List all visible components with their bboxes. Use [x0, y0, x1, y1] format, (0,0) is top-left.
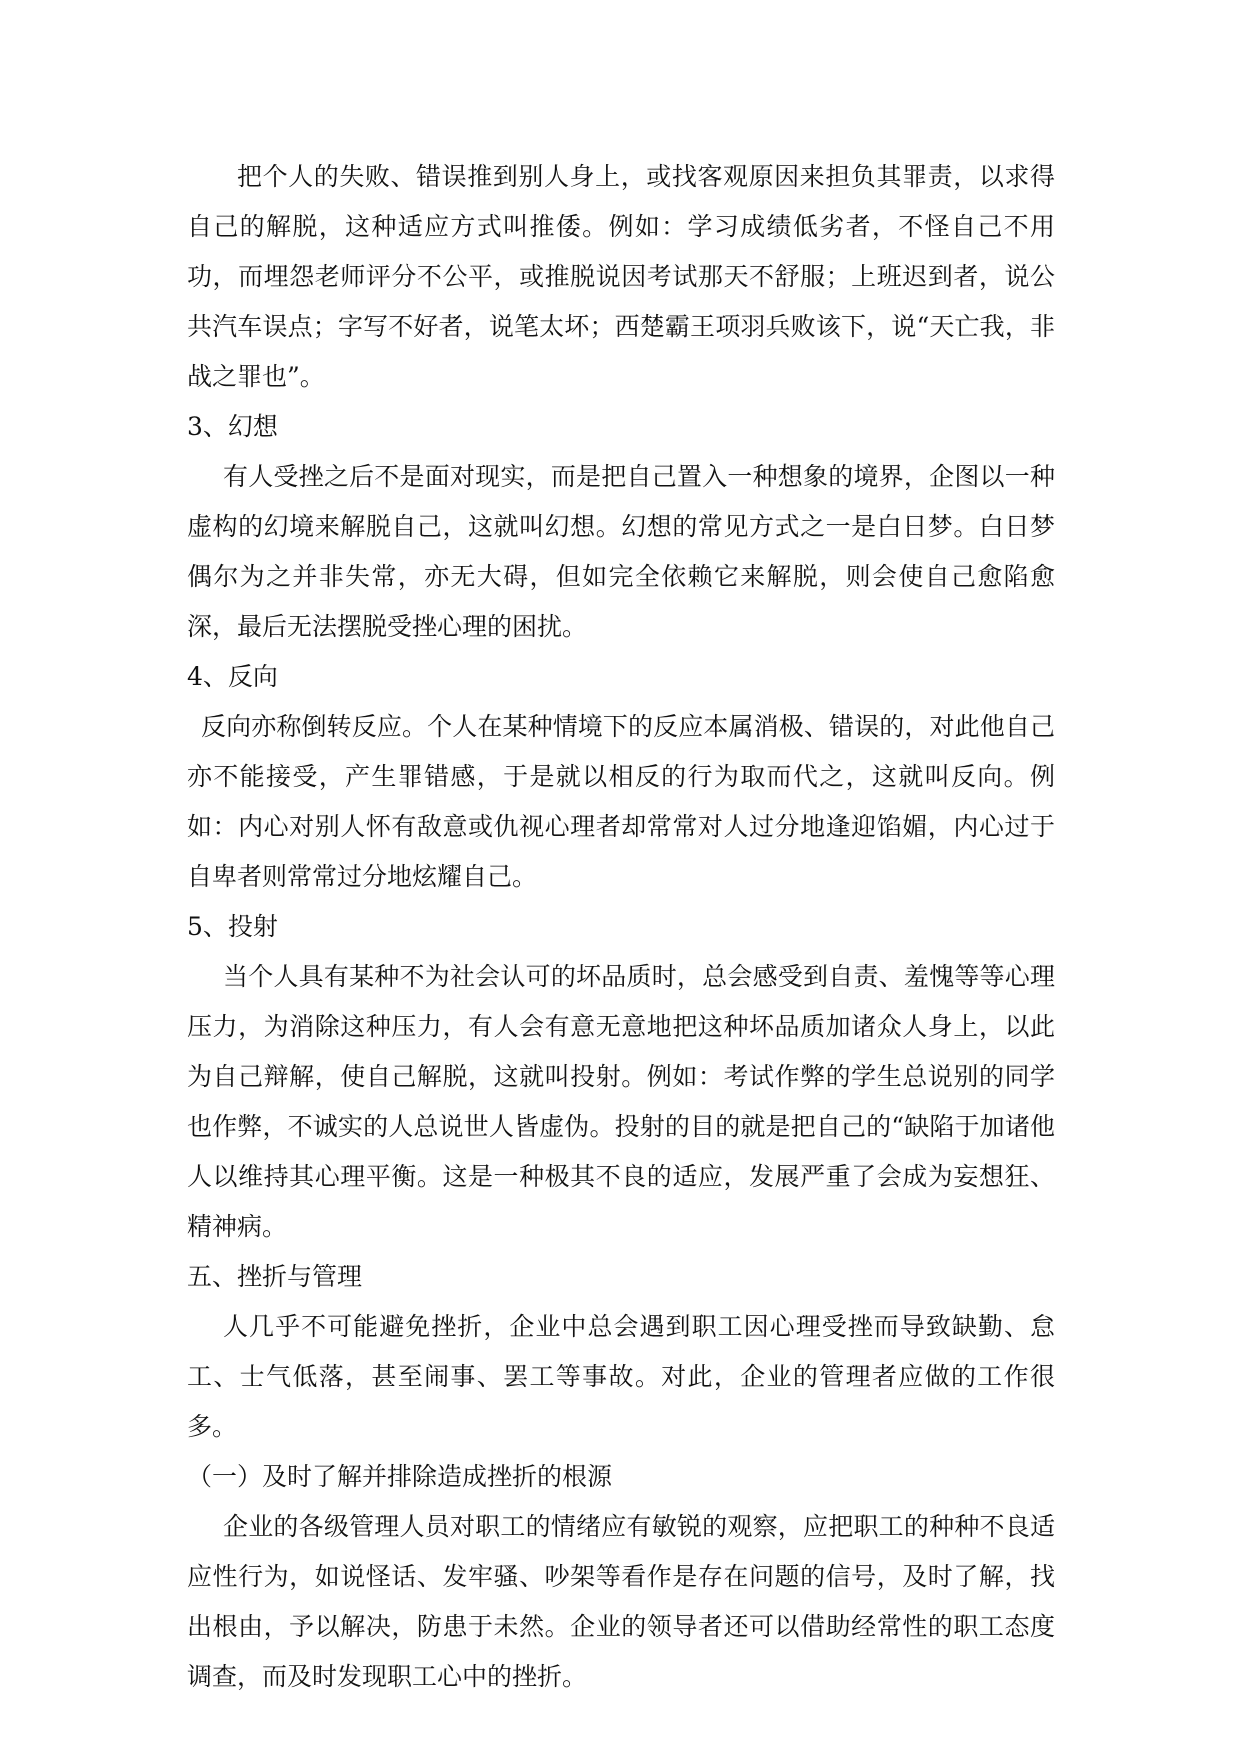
section-heading-frustration-management: 五、挫折与管理 — [187, 1262, 363, 1291]
heading-projection: 5、投射 — [187, 912, 278, 941]
heading-reaction-formation: 4、反向 — [187, 662, 278, 691]
paragraph-remove-root-causes: 企业的各级管理人员对职工的情绪应有敏锐的观察，应把职工的种种不良适应性行为，如说怪话、发牢骚、吵架等看作是存在问题的信号，及时了解，找出根由，予以解决，防患于未然。企业的领导者还可以借助经常性的职工态度调查，而及时发现职工心中的挫折。 — [187, 1512, 1055, 1691]
paragraph-projection: 当个人具有某种不为社会认可的坏品质时，总会感受到自责、羞愧等等心理压力，为消除这种压力，有人会有意无意地把这种坏品质加诸众人身上，以此为自己辩解，使自己解脱，这就叫投射。例如：考试作弊的学生总说别的同学也作弊，不诚实的人总说世人皆虚伪。投射的目的就是把自己的“缺陷于加诸他人以维持其心理平衡。这是一种极其不良的适应，发展严重了会成为妄想狂、精神病。 — [187, 962, 1055, 1241]
paragraph-frustration-management: 人几乎不可能避免挫折，企业中总会遇到职工因心理受挫而导致缺勤、怠工、士气低落，甚至闹事、罢工等事故。对此，企业的管理者应做的工作很多。 — [187, 1312, 1055, 1441]
paragraph-fantasy: 有人受挫之后不是面对现实，而是把自己置入一种想象的境界，企图以一种虚构的幻境来解脱自己，这就叫幻想。幻想的常见方式之一是白日梦。白日梦偶尔为之并非失常，亦无大碍，但如完全依赖它来解脱，则会使自己愈陷愈深，最后无法摆脱受挫心理的困扰。 — [187, 462, 1055, 641]
paragraph-projection-blame: 把个人的失败、错误推到别人身上，或找客观原因来担负其罪责，以求得自己的解脱，这种适应方式叫推倭。例如：学习成绩低劣者，不怪自己不用功，而埋怨老师评分不公平，或推脱说因考试那天不舒服；上班迟到者，说公共汽车误点；字写不好者，说笔太坏；西楚霸王项羽兵败该下，说“天亡我，非战之罪也”。 — [187, 162, 1055, 391]
heading-fantasy: 3、幻想 — [187, 412, 278, 441]
paragraph-reaction-formation: 反向亦称倒转反应。个人在某种情境下的反应本属消极、错误的，对此他自己亦不能接受，产生罪错感，于是就以相反的行为取而代之，这就叫反向。例如：内心对别人怀有敌意或仇视心理者却常常对人过分地逢迎馅媚，内心过于自卑者则常常过分地炫耀自己。 — [187, 712, 1055, 891]
document-page — [187, 152, 1055, 1702]
subheading-remove-root-causes: （一）及时了解并排除造成挫折的根源 — [187, 1462, 613, 1491]
